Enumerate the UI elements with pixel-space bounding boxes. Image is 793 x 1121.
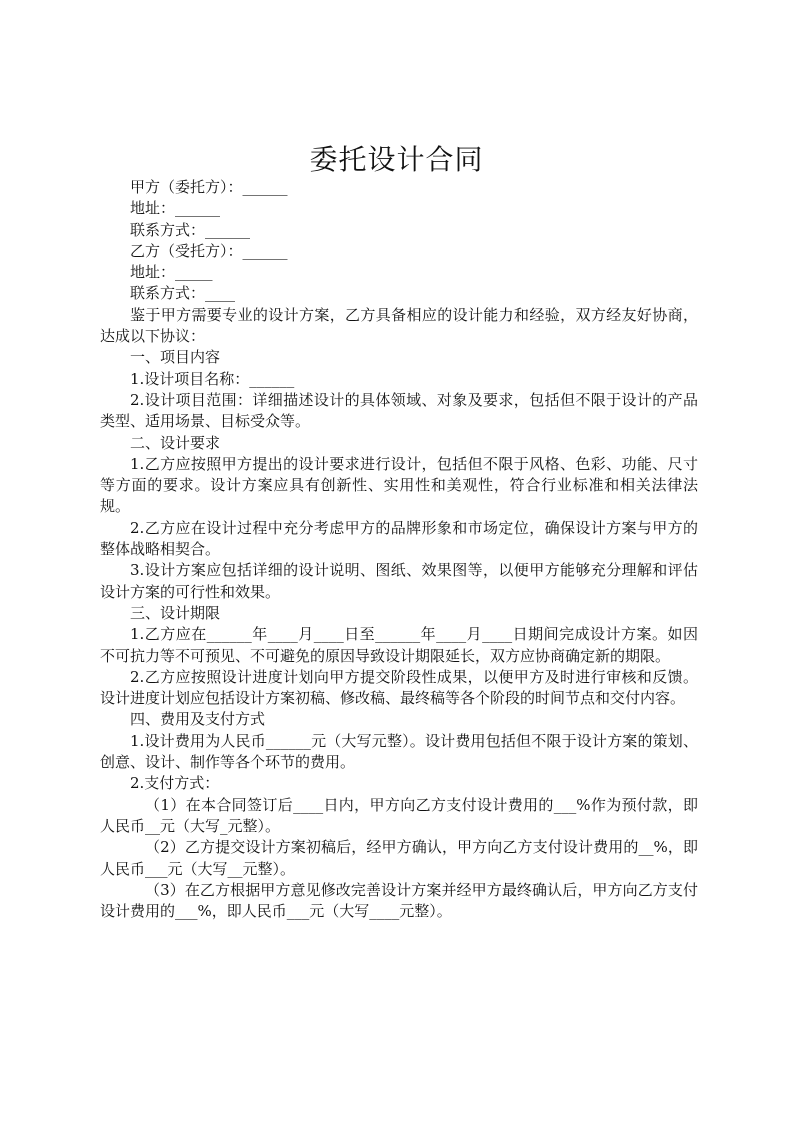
clause-paragraph: 3.设计方案应包括详细的设计说明、图纸、效果图等，以便甲方能够充分理解和评估设计方案的可行性和效果。: [100, 561, 698, 601]
party-a-address: 地址：______: [130, 199, 221, 218]
party-b-name: 乙方（受托方）：______: [130, 241, 288, 260]
party-b-address: 地址：_____: [130, 263, 213, 282]
clause-paragraph: 1.乙方应按照甲方提出的设计要求进行设计，包括但不限于风格、色彩、功能、尺寸等方面的要求。设计方案应具有创新性、实用性和美观性，符合行业标准和相关法律法规。: [100, 454, 698, 516]
clause-paragraph: 1.设计项目名称：______: [130, 369, 295, 388]
section-heading: 四、费用及支付方式: [130, 710, 266, 729]
clause-paragraph: 2.设计项目范围：详细描述设计的具体领域、对象及要求，包括但不限于设计的产品类型、适用场景、目标受众等。: [100, 390, 698, 431]
clause-paragraph: 2.乙方应按照设计进度计划向甲方提交阶段性成果，以便甲方及时进行审核和反馈。设计进度计划应包括设计方案初稿、修改稿、最终稿等各个阶段的时间节点和交付内容。: [100, 667, 698, 708]
party-a-name: 甲方（委托方）：______: [130, 178, 288, 196]
section-heading: 一、项目内容: [130, 348, 221, 367]
section-heading: 二、设计要求: [130, 433, 221, 452]
sub-clause-paragraph: （3）在乙方根据甲方意见修改完善设计方案并经甲方最终确认后，甲方向乙方支付设计费用的___%，即人民币___元（大写____元整）。: [100, 880, 698, 921]
clause-paragraph: 2.支付方式：: [130, 774, 220, 793]
sub-clause-paragraph: （1）在本合同签订后____日内，甲方向乙方支付设计费用的___%作为预付款，即人民币__元（大写_元整）。: [100, 795, 698, 835]
clause-paragraph: 1.乙方应在______年____月____日至______年____月____日期间完成设计方案。如因不可抗力等不可预见、不可避免的原因导致设计期限延长，双方应协商确定新的期限。: [100, 625, 698, 665]
party-b-contact: 联系方式：____: [130, 284, 236, 303]
clause-paragraph: 2.乙方应在设计过程中充分考虑甲方的品牌形象和市场定位，确保设计方案与甲方的整体战略相契合。: [100, 518, 698, 559]
clause-paragraph: 1.设计费用为人民币______元（大写元整）。设计费用包括但不限于设计方案的策划、创意、设计、制作等各个环节的费用。: [100, 731, 698, 772]
document-title: 委托设计合同: [309, 143, 484, 176]
section-heading: 三、设计期限: [130, 603, 221, 622]
document-body: [100, 177, 698, 922]
party-a-contact: 联系方式：______: [130, 220, 251, 239]
sub-clause-paragraph: （2）乙方提交设计方案初稿后，经甲方确认，甲方向乙方支付设计费用的__%，即人民币___元（大写__元整）。: [100, 838, 698, 878]
preamble-paragraph: 鉴于甲方需要专业的设计方案，乙方具备相应的设计能力和经验，双方经友好协商，达成以下协议：: [100, 305, 698, 346]
